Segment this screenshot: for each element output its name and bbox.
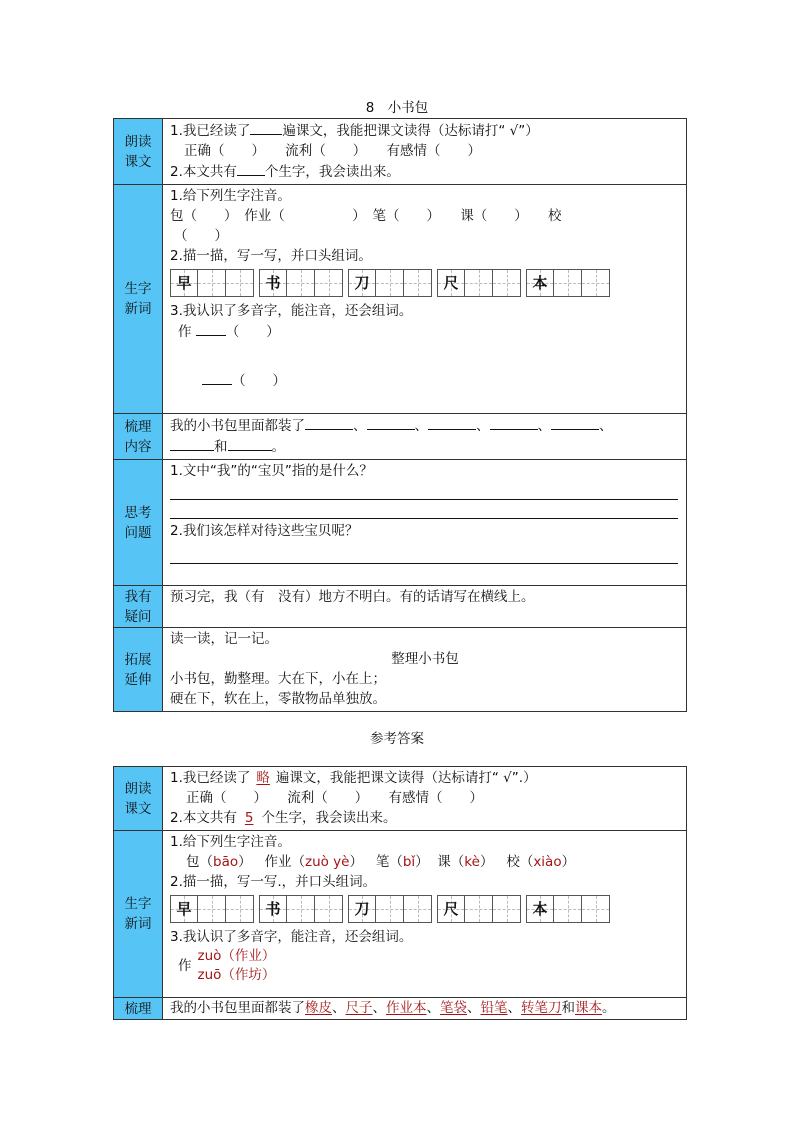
row-label: 朗读 课文 [114, 767, 163, 831]
row-new-words: 生字 新词 1.给下列生字注音。 包（bāo） 作业（zuò yè） 笔（bǐ） 课（kè） 校（xiào） 2.描一描，写一写.，并口头组词。 早 书 刀 尺 本 3.我认识了多音字，能注音，还会组词。 作 zuò（作业） zuō（作坊） [114, 831, 687, 998]
row-read-text: 朗读 课文 1.我已经读了 遍课文，我能把课文读得（达标请打“ √”） 正确（ ） 流利（ ） 有感情（ ） 2.本文共有 个生字，我会读出来。 [114, 119, 687, 185]
row-label: 生字 新词 [114, 831, 163, 998]
row-new-words: 生字 新词 1.给下列生字注音。 包（ ） 作业（ ） 笔（ ） 课（ ） 校 （ ） 2.描一描，写一写，并口头组词。 早 书 刀 尺 本 3.我认识了多音字，能注音，还会组词。 作 （ ） （ ） [114, 185, 687, 414]
answer-line[interactable] [170, 541, 678, 564]
answer-table [113, 766, 687, 1020]
row-sort-content: 梳理 内容 我的小书包里面都装了 、 、 、 、 、 和 。 [114, 414, 687, 460]
preview-worksheet-table [113, 118, 687, 712]
answer-line[interactable] [170, 481, 678, 500]
poem-title: 整理小书包 [391, 651, 459, 667]
worksheet-title: 8 小书包 [365, 100, 429, 116]
row-label: 拓展 延伸 [114, 628, 163, 712]
row-sort-content: 梳理 我的小书包里面都装了橡皮、尺子、作业本、笔袋、铅笔、转笔刀和课本。 [114, 998, 687, 1020]
tracing-grid: 早 书 刀 尺 本 [170, 895, 680, 923]
row-label: 我有 疑问 [114, 586, 163, 628]
row-label: 梳理 内容 [114, 414, 163, 460]
pinyin-answers: 包（bāo） 作业（zuò yè） 笔（bǐ） 课（kè） 校（xiào） [186, 854, 576, 870]
tracing-grid: 早 书 刀 尺 本 [170, 269, 680, 297]
row-label: 朗读 课文 [114, 119, 163, 185]
polyphone-answer: 作 zuò（作业） zuō（作坊） [178, 948, 276, 983]
row-questions: 我有 疑问 预习完，我（有 没有）地方不明白。有的话请写在横线上。 [114, 586, 687, 628]
row-label: 思考 问题 [114, 460, 163, 586]
row-label: 生字 新词 [114, 185, 163, 414]
row-think-questions: 思考 问题 1.文中“我”的“宝贝”指的是什么？ 2.我们该怎样对待这些宝贝呢？ [114, 460, 687, 586]
row-read-text: 朗读 课文 1.我已经读了 略 遍课文，我能把课文读得（达标请打“ √”.） 正确（ ） 流利（ ） 有感情（ ） 2.本文共有 5 个生字，我会读出来。 [114, 767, 687, 831]
row-label: 梳理 [114, 998, 163, 1020]
fill-blank[interactable] [237, 161, 265, 176]
answer-title: 参考答案 [370, 731, 424, 747]
row-extension: 拓展 延伸 读一读，记一记。 整理小书包 小书包，勤整理。大在下，小在上； 硬在下，软在上，零散物品单独放。 [114, 628, 687, 712]
answer-line[interactable] [170, 500, 678, 519]
fill-blank[interactable] [250, 120, 282, 135]
